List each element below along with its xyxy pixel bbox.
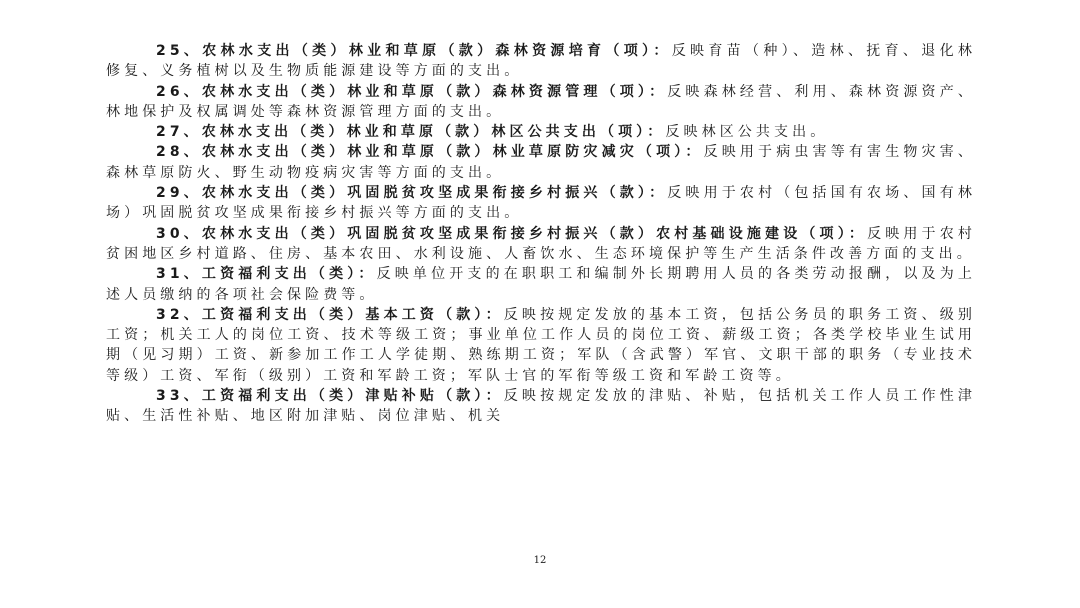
- paragraph-heading: 30、农林水支出（类）巩固脱贫攻坚成果衔接乡村振兴（款）农村基础设施建设（项）：: [156, 225, 868, 242]
- paragraph-26: [106, 82, 976, 123]
- paragraph-heading: 27、农林水支出（类）林业和草原（款）林区公共支出（项）：: [156, 124, 666, 141]
- paragraph-heading: 25、农林水支出（类）林业和草原（款）森林资源培育（项）：: [156, 43, 672, 59]
- paragraph-31: [106, 264, 976, 305]
- page-number: 12: [533, 555, 547, 566]
- paragraph-heading: 31、工资福利支出（类）：: [156, 266, 377, 283]
- paragraph-heading: 26、农林水支出（类）林业和草原（款）森林资源管理（项）：: [156, 83, 668, 100]
- paragraph-30: [106, 224, 976, 265]
- paragraph-heading: 29、农林水支出（类）巩固脱贫攻坚成果衔接乡村振兴（款）：: [156, 185, 668, 202]
- paragraph-33: [106, 386, 976, 427]
- paragraph-29: [106, 183, 976, 224]
- paragraph-heading: 28、农林水支出（类）林业和草原（款）林业草原防灾减灾（项）：: [156, 144, 704, 161]
- paragraph-25: [106, 41, 976, 82]
- paragraph-text: 反映森林经营、利用、森林资源资产、林地保护及权属调处等森林资源管理方面的支出。: [106, 83, 976, 120]
- paragraph-text: 反映按规定发放的基本工资，包括公务员的职务工资、级别工资；机关工人的岗位工资、技术等级工资；事业单位工作人员的岗位工资、薪级工资；各类学校毕业生试用期（见习期）工资、新参加工作工人学徒期、熟练期工资；军队（含武警）军官、文职干部的职务（专业技术等级）工资、军衔（级别）工资和军龄工资；军队士官的军衔等级工资和军龄工资等。: [106, 306, 976, 384]
- paragraph-text: 反映用于农村（包括国有农场、国有林场）巩固脱贫攻坚成果衔接乡村振兴等方面的支出。: [106, 185, 976, 222]
- paragraph-27: [106, 122, 976, 142]
- paragraph-text: 反映用于农村贫困地区乡村道路、住房、基本农田、水利设施、人畜饮水、生态环境保护等生产生活条件改善方面的支出。: [106, 225, 976, 262]
- paragraph-text: 反映育苗（种）、造林、抚育、退化林修复、义务植树以及生物质能源建设等方面的支出。: [106, 43, 976, 80]
- paragraph-heading: 33、工资福利支出（类）津贴补贴（款）：: [156, 388, 504, 405]
- paragraph-text: 反映按规定发放的津贴、补贴，包括机关工作人员工作性津贴、生活性补贴、地区附加津贴、岗位津贴、机关: [106, 388, 976, 425]
- document-body: [106, 41, 976, 427]
- paragraph-32: [106, 305, 976, 386]
- paragraph-text: 反映单位开支的在职职工和编制外长期聘用人员的各类劳动报酬，以及为上述人员缴纳的各项社会保险费等。: [106, 266, 976, 303]
- paragraph-text: 反映林区公共支出。: [665, 124, 829, 141]
- paragraph-heading: 32、工资福利支出（类）基本工资（款）：: [156, 306, 504, 323]
- paragraph-28: [106, 142, 976, 183]
- paragraph-text: 反映用于病虫害等有害生物灾害、森林草原防火、野生动物疫病灾害等方面的支出。: [106, 144, 976, 181]
